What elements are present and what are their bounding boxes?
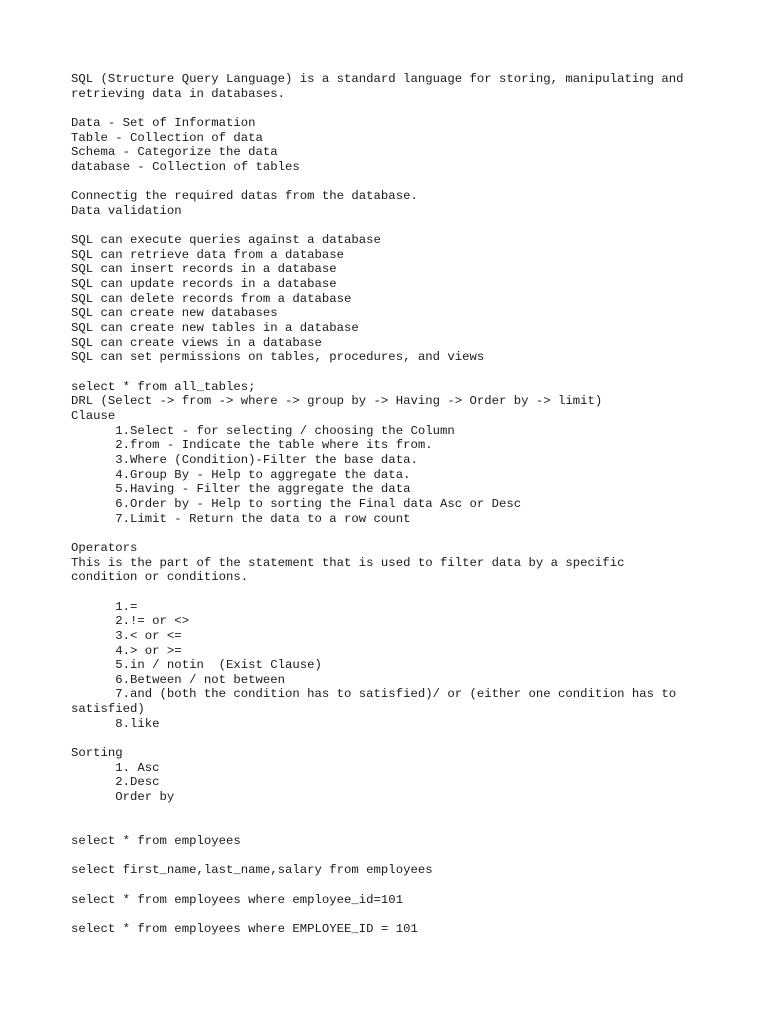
text-line: condition or conditions. xyxy=(71,570,249,585)
text-line: 1. Asc xyxy=(71,760,160,775)
text-line: SQL can create views in a database xyxy=(71,335,322,350)
text-line: 5.in / notin (Exist Clause) xyxy=(71,658,322,673)
text-line: SQL can set permissions on tables, procedures, and views xyxy=(71,350,485,365)
text-line: Data - Set of Information xyxy=(71,115,256,130)
text-line: SQL can delete records from a database xyxy=(71,291,352,306)
text-line: 1.= xyxy=(71,599,138,614)
text-line: SQL can update records in a database xyxy=(71,277,337,292)
text-line: Schema - Categorize the data xyxy=(71,145,278,160)
text-line: select * from all_tables; xyxy=(71,379,256,394)
blank-line xyxy=(71,731,711,746)
text-line: Sorting xyxy=(71,746,123,761)
text-line: 5.Having - Filter the aggregate the data xyxy=(71,482,411,497)
text-line: 6.Order by - Help to sorting the Final data Asc or Desc xyxy=(71,496,522,511)
blank-line xyxy=(71,907,711,922)
text-line: Clause xyxy=(71,409,116,424)
text-line: 7.Limit - Return the data to a row count xyxy=(71,511,411,526)
blank-line xyxy=(71,585,711,600)
blank-line xyxy=(71,101,711,116)
text-line: Connectig the required datas from the database. xyxy=(71,189,418,204)
blank-line xyxy=(71,849,711,864)
blank-line xyxy=(71,365,711,380)
blank-line xyxy=(71,219,711,234)
text-line: This is the part of the statement that is used to filter data by a specific xyxy=(71,555,625,570)
text-line: SQL can create new databases xyxy=(71,306,278,321)
text-line: 3.Where (Condition)-Filter the base data. xyxy=(71,453,418,467)
text-line: select * from employees xyxy=(71,833,241,848)
blank-line xyxy=(71,526,711,541)
text-line: DRL (Select -> from -> where -> group by -> Having -> Order by -> limit) xyxy=(71,394,603,409)
text-line: 6.Between / not between xyxy=(71,672,286,687)
text-line: SQL can insert records in a database xyxy=(71,262,337,277)
text-line: 4.> or >= xyxy=(71,643,182,658)
text-line: 1.Select - for selecting / choosing the Column xyxy=(71,423,455,438)
text-line: SQL can create new tables in a database xyxy=(71,321,359,336)
text-line: select * from employees where employee_id=101 xyxy=(71,892,404,907)
text-line: 3.< or <= xyxy=(71,628,182,643)
text-line: retrieving data in databases. xyxy=(71,86,286,101)
blank-line xyxy=(71,175,711,190)
text-line: database - Collection of tables xyxy=(71,159,300,174)
blank-line xyxy=(71,819,711,834)
text-line: select * from employees where EMPLOYEE_ID = 101 xyxy=(71,921,418,936)
text-line: 2.Desc xyxy=(71,775,160,790)
text-line: 8.like xyxy=(71,716,160,731)
text-line: Data validation xyxy=(71,203,182,218)
text-line: Table - Collection of data xyxy=(71,130,263,145)
text-line: Order by xyxy=(71,790,175,805)
text-line: 2.!= or <> xyxy=(71,614,190,629)
text-line: 4.Group By - Help to aggregate the data. xyxy=(71,467,411,482)
text-line: Operators xyxy=(71,540,138,555)
text-line: SQL can execute queries against a database xyxy=(71,233,381,248)
text-line: SQL (Structure Query Language) is a standard language for storing, manipulating and xyxy=(71,72,684,86)
text-line: 2.from - Indicate the table where its from. xyxy=(71,438,433,453)
blank-line xyxy=(71,878,711,893)
text-line: 7.and (both the condition has to satisfied)/ or (either one condition has to xyxy=(71,687,677,702)
blank-line xyxy=(71,805,711,820)
text-line: select first_name,last_name,salary from employees xyxy=(71,863,433,878)
document-body xyxy=(71,72,711,937)
text-line: SQL can retrieve data from a database xyxy=(71,247,345,262)
text-line: satisfied) xyxy=(71,702,145,717)
